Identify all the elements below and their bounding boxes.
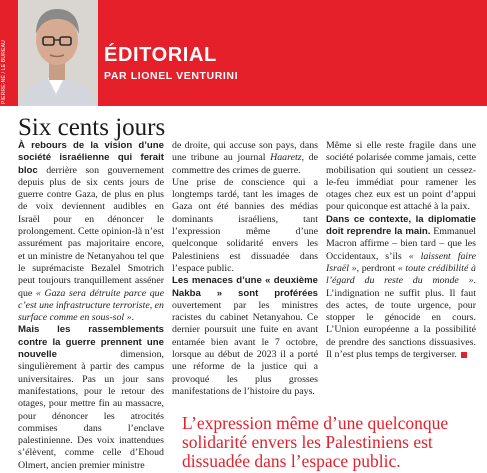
body-paragraph: Dans ce contexte, la diplomatie doit reprendre la main. Emmanuel Macron affirme – bien tard – que les Occidentaux, s’ils « laissent faire Israël », perdront « toute crédibilité à l’égard du reste du monde ». L’indignation ne suffit plus. Il faut des actes, de toute urgence, pour stopper le génocide en cours. L’Union européenne a la possibilité de prendre des sanctions dissuasives. Il n’est plus temps de tergiverser. (326, 213, 476, 361)
body-paragraph: À rebours de la vision d’une société israélienne qui ferait bloc derrière son gouvernement depuis plus de six cents jours de guerre contre Gaza, de plus en plus de voix deviennent audibles en Israël pour en dénoncer le prolongement. Cette opinion-là n’est assurément pas majoritaire encore, et un ministre de Netanyahou tel que le suprémaciste Bezalel Smotrich peut toujours tranquillement asséner que « Gaza sera détruite parce que c’est une infrastructure terroriste, en surface comme en sous-sol ». (18, 140, 164, 324)
author-portrait (12, 0, 100, 106)
newspaper-name: Haaretz (270, 152, 302, 164)
article-column-1 (18, 140, 164, 472)
end-of-article-mark (461, 352, 467, 358)
body-paragraph: Même si elle reste fragile dans une société polarisée comme jamais, cette mobilisation qui soutient un cessez-le-feu immédiat pour ramener les otages chez eux est un point d’appui pour quiconque est attaché à la paix. (326, 140, 476, 213)
body-paragraph: Mais les rassemblements contre la guerre prennent une nouvelle dimension, singulièrement à partir des campus universitaires. Pas un jour sans manifestations, pour le retour des otages, pour mettre fin au massacre, pour dénoncer les atrocités commises dans l’enclave palestinienne. Des voix inattendues s’élèvent, comme celle d’Ehoud Olmert, ancien premier ministre (18, 324, 164, 471)
body-paragraph: Une prise de conscience qui a longtemps tardé, tant les images de Gaza ont été bannies des médias dominants israéliens, tant l’expression même d’une quelconque solidarité envers les Palestiniens est dissuadée dans l’espace public. (172, 176, 318, 274)
lead-in: À rebours de la vision d’une société israélienne qui ferait bloc (18, 140, 164, 176)
pull-quote: L’expression même d’une quelconque solidarité envers les Palestiniens est dissuadée dans l’espace public. (182, 413, 449, 471)
editorial-header (0, 0, 487, 106)
article-column-3 (326, 140, 476, 361)
quote: « toute crédibilité à l’égard du reste du monde » (326, 262, 476, 287)
body-paragraph: Les menaces d’une « deuxième Nakba » sont proférées ouvertement par les ministres racistes du cabinet Netanyahou. Ce dernier poursuit une fuite en avant entamée bien avant le 7 octobre, lorsque au début de 2023 il a porté une réforme de la justice qui a provoqué les plus grosses manifestations de l’histoire du pays. (172, 275, 318, 397)
subheading: Les menaces d’une « deuxième Nakba » sont proférées (172, 275, 318, 299)
article-column-2 (172, 140, 318, 398)
photo-credit: PIERRE-NÉ / LE BUREAU (1, 40, 7, 104)
subheading: Mais les rassemblements contre la guerre prennent une nouvelle (18, 324, 164, 361)
quote: « laissent faire Israël » (326, 250, 476, 274)
subheading: Dans ce contexte, la diplomatie doit reprendre la main. (326, 213, 476, 238)
author-byline: PAR LIONEL VENTURINI (104, 70, 239, 82)
quote: « Gaza sera détruite parce que c’est une infrastructure terroriste, en surface comme en sous-sol » (18, 287, 164, 324)
section-kicker: ÉDITORIAL (104, 44, 217, 66)
article-title: Six cents jours (18, 114, 166, 141)
body-paragraph: de droite, qui accuse son pays, dans une tribune au journal Haaretz, de commettre des crimes de guerre. (172, 140, 318, 176)
